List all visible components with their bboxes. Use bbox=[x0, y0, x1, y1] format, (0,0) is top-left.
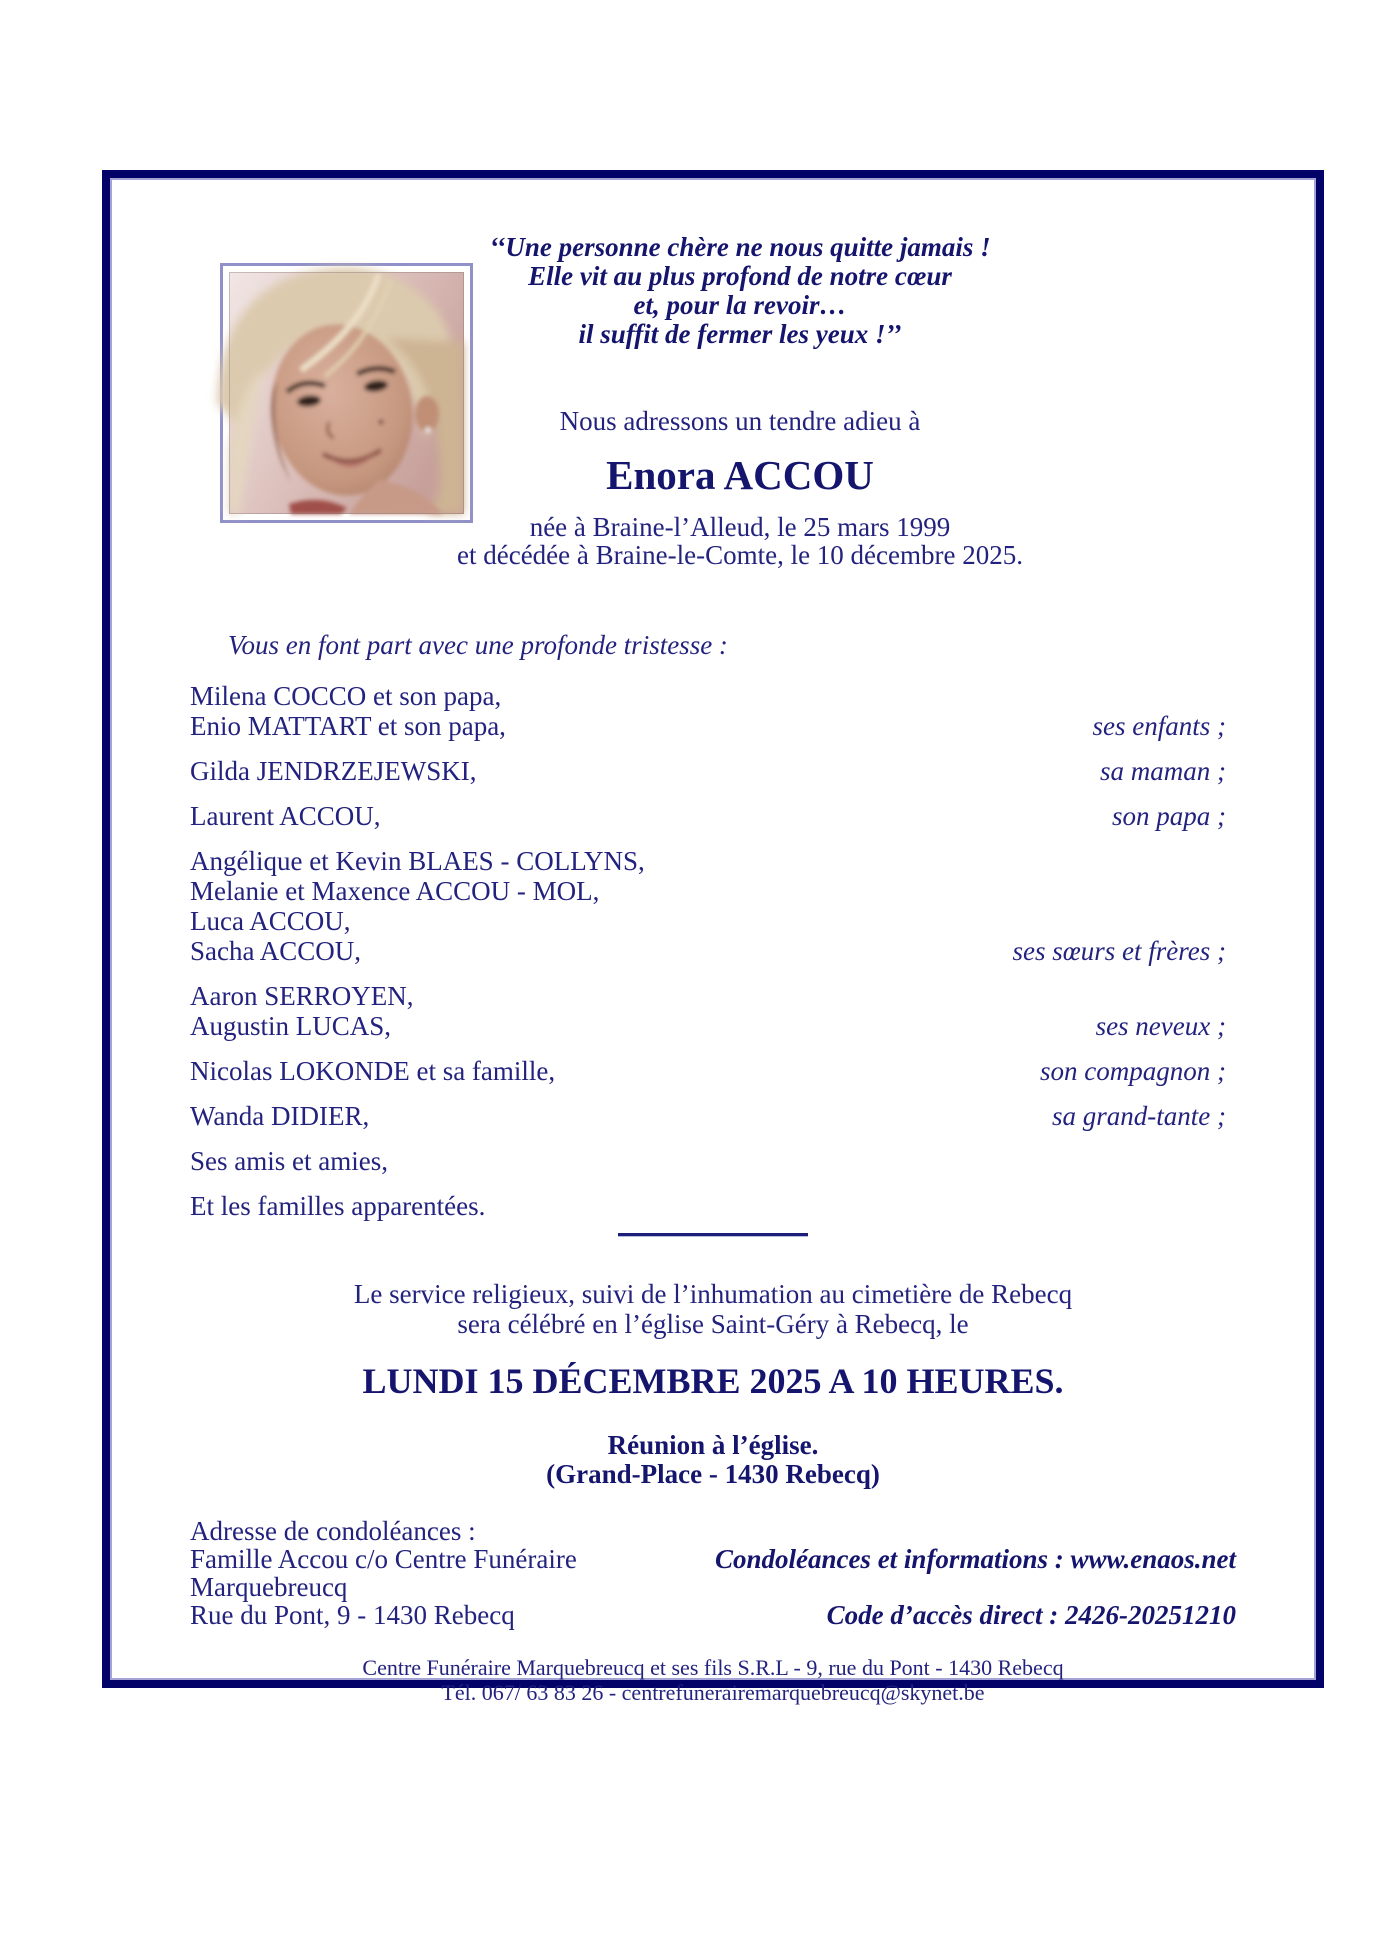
family-member-name: Wanda DIDIER, bbox=[190, 1101, 370, 1131]
service-line-2: sera célébré en l’église Saint-Géry à Rebecq, le bbox=[457, 1309, 969, 1339]
condolences-website: Condoléances et informations : www.enaos.net bbox=[714, 1544, 1236, 1574]
family-names bbox=[190, 1101, 369, 1131]
relation-label: ses sœurs et frères ; bbox=[1012, 936, 1226, 966]
deceased-name: Enora ACCOU bbox=[606, 452, 874, 498]
relation-label: ses enfants ; bbox=[1092, 711, 1226, 741]
family-list bbox=[190, 681, 1236, 1221]
meeting-place: (Grand-Place - 1430 Rebecq) bbox=[546, 1459, 880, 1489]
family-member-name: Milena COCCO et son papa, bbox=[190, 681, 502, 711]
family-member-name: Luca ACCOU, bbox=[190, 906, 351, 936]
birth-line: née à Braine-l’Alleud, le 25 mars 1999 bbox=[529, 512, 951, 542]
funeral-home-footer bbox=[190, 1655, 1236, 1705]
family-group-row bbox=[190, 681, 1236, 741]
family-member-name: Sacha ACCOU, bbox=[190, 936, 361, 966]
family-group-row bbox=[190, 846, 1236, 966]
family-member-name: Aaron SERROYEN, bbox=[190, 981, 414, 1011]
condolences-address-2: Rue du Pont, 9 - 1430 Rebecq bbox=[190, 1600, 515, 1630]
service-line-1: Le service religieux, suivi de l’inhumation au cimetière de Rebecq bbox=[353, 1279, 1073, 1309]
family-names bbox=[190, 1191, 485, 1221]
death-line: et décédée à Braine-le-Comte, le 10 décembre 2025. bbox=[457, 540, 1023, 570]
family-names bbox=[190, 681, 506, 741]
family-group-row bbox=[190, 1056, 1236, 1086]
family-names bbox=[190, 1056, 555, 1086]
family-group-row bbox=[190, 1101, 1236, 1131]
border-frame bbox=[102, 170, 1324, 1705]
family-group-row bbox=[190, 1146, 1236, 1176]
family-member-name: Et les familles apparentées. bbox=[190, 1191, 486, 1221]
farewell-intro-line: Nous adressons un tendre adieu à bbox=[559, 406, 921, 436]
footer-line-1: Centre Funéraire Marquebreucq et ses fils S.R.L - 9, rue du Pont - 1430 Rebecq bbox=[362, 1655, 1064, 1680]
family-names bbox=[190, 981, 414, 1041]
family-names bbox=[190, 1146, 388, 1176]
relation-label: sa maman ; bbox=[1100, 756, 1226, 786]
quote-line: Elle vit au plus profond de notre cœur bbox=[528, 261, 952, 291]
quote-line: ‘‘Une personne chère ne nous quitte jamais ! bbox=[489, 232, 991, 262]
family-names bbox=[190, 756, 476, 786]
family-member-name: Angélique et Kevin BLAES - COLLYNS, bbox=[190, 846, 645, 876]
family-group-row bbox=[190, 756, 1236, 786]
family-member-name: Melanie et Maxence ACCOU - MOL, bbox=[190, 876, 600, 906]
family-member-name: Laurent ACCOU, bbox=[190, 801, 381, 831]
meeting-line: Réunion à l’église. bbox=[607, 1430, 819, 1460]
service-datetime: LUNDI 15 DÉCEMBRE 2025 A 10 HEURES. bbox=[362, 1361, 1064, 1401]
relation-label: sa grand-tante ; bbox=[1052, 1101, 1226, 1131]
condolences-title: Adresse de condoléances : bbox=[190, 1516, 476, 1546]
section-divider bbox=[618, 1233, 808, 1237]
family-group-row bbox=[190, 801, 1236, 831]
condolences-section bbox=[190, 1517, 1236, 1629]
family-group-row bbox=[190, 981, 1236, 1041]
relation-label: ses neveux ; bbox=[1095, 1011, 1226, 1041]
footer-line-2: Tél. 067/ 63 83 26 - centrefunerairemarquebreucq@skynet.be bbox=[441, 1680, 985, 1705]
family-member-name: Nicolas LOKONDE et sa famille, bbox=[190, 1056, 556, 1086]
family-group-row bbox=[190, 1191, 1236, 1221]
family-member-name: Enio MATTART et son papa, bbox=[190, 711, 506, 741]
condolences-access-code: Code d’accès direct : 2426-20251210 bbox=[826, 1600, 1236, 1630]
relation-label: son papa ; bbox=[1112, 801, 1226, 831]
meeting-info bbox=[190, 1431, 1236, 1489]
memorial-quote bbox=[244, 233, 1236, 349]
family-names bbox=[190, 801, 380, 831]
family-names bbox=[190, 846, 645, 966]
family-member-name: Ses amis et amies, bbox=[190, 1146, 388, 1176]
page-content bbox=[110, 178, 1316, 1705]
quote-line: et, pour la revoir… bbox=[633, 290, 847, 320]
top-section bbox=[190, 233, 1236, 569]
service-details bbox=[190, 1279, 1236, 1339]
quote-line: il suffit de fermer les yeux !’’ bbox=[578, 319, 902, 349]
relation-label: son compagnon ; bbox=[1040, 1056, 1226, 1086]
announcement-line: Vous en font part avec une profonde tristesse : bbox=[228, 630, 728, 660]
family-member-name: Augustin LUCAS, bbox=[190, 1011, 392, 1041]
family-member-name: Gilda JENDRZEJEWSKI, bbox=[190, 756, 477, 786]
condolences-address-1: Famille Accou c/o Centre Funéraire Marquebreucq bbox=[190, 1544, 577, 1602]
